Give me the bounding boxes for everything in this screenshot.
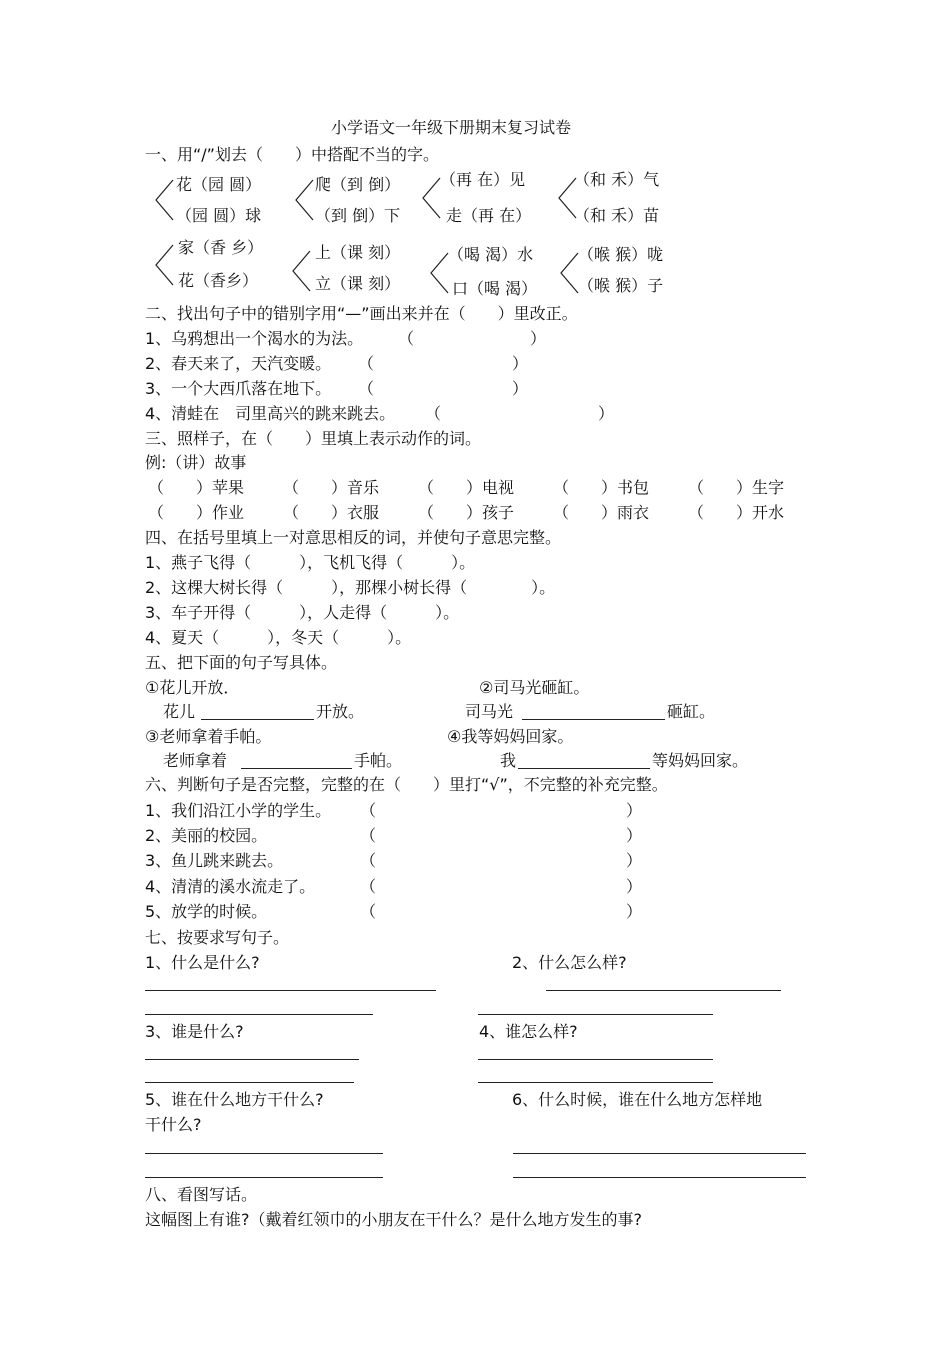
pair-bottom: 花（香乡）: [178, 271, 259, 290]
answer-suffix: 手帕。: [354, 751, 403, 770]
pair-top: 爬（到 倒）: [315, 175, 401, 194]
fill-item[interactable]: （ ）音乐: [283, 478, 380, 497]
question-item: 3、鱼儿跳来跳去。: [145, 851, 284, 870]
question-item: 3、一个大西爪落在地下。: [145, 379, 332, 398]
pair-top: （喝 渴）水: [448, 245, 534, 264]
fill-item[interactable]: （ ）孩子: [418, 503, 515, 522]
section-1-heading: 一、用“/”划去（ ）中搭配不当的字。: [145, 145, 439, 164]
section-7-heading: 七、按要求写句子。: [145, 928, 290, 947]
answer-line[interactable]: [145, 1153, 383, 1154]
fill-item[interactable]: （ ）雨衣: [553, 503, 650, 522]
writing-prompt: 这幅图上有谁?（戴着红领巾的小朋友在干什么？是什么地方发生的事?: [145, 1210, 642, 1229]
brace-icon: [420, 176, 442, 220]
question-item: 3、谁是什么?: [145, 1022, 244, 1041]
question-item: 1、乌鸦想出一个渴水的为法。: [145, 329, 364, 348]
answer-paren-open[interactable]: （: [358, 354, 375, 373]
question-item: 5、放学的时候。: [145, 902, 268, 921]
pair-top: （再 在）见: [440, 170, 526, 189]
brace-icon: [290, 249, 312, 293]
fill-item[interactable]: （ ）电视: [418, 478, 515, 497]
answer-prefix: 司马光: [465, 702, 514, 721]
question-item: ④我等妈妈回家。: [447, 727, 574, 746]
answer-prefix: 花儿: [163, 702, 196, 721]
pair-top: 花（园 圆）: [176, 175, 262, 194]
answer-paren-close: ）: [626, 851, 643, 870]
pair-bottom: （和 禾）苗: [574, 206, 660, 225]
question-item: 2、这棵大树长得（ ），那棵小树长得（ ）。: [145, 578, 556, 597]
question-item: ③老师拿着手帕。: [145, 727, 272, 746]
fill-item[interactable]: （ ）开水: [688, 503, 785, 522]
fill-item[interactable]: （ ）苹果: [148, 478, 245, 497]
question-item: 2、什么怎么样?: [512, 953, 627, 972]
brace-icon: [293, 178, 315, 222]
section-8-heading: 八、看图写话。: [145, 1185, 258, 1204]
question-item-continued: 干什么?: [145, 1115, 202, 1134]
example-text: 例:（讲）故事: [145, 453, 247, 472]
answer-paren-close: ）: [626, 801, 643, 820]
answer-line[interactable]: [145, 1082, 354, 1083]
answer-paren-close: ）: [512, 379, 529, 398]
pair-bottom: 立（课 刻）: [315, 274, 401, 293]
pair-bottom: 口（喝 渴）: [452, 279, 538, 298]
answer-paren-open[interactable]: （: [360, 902, 377, 921]
question-item: 1、我们沿江小学的学生。: [145, 801, 332, 820]
question-item: ②司马光砸缸。: [479, 678, 590, 697]
brace-icon: [153, 243, 175, 287]
answer-paren-close: ）: [530, 329, 547, 348]
answer-line[interactable]: [546, 990, 781, 991]
fill-item[interactable]: （ ）生字: [688, 478, 785, 497]
pair-top: （和 禾）气: [574, 170, 660, 189]
question-item: 5、谁在什么地方干什么?: [145, 1090, 324, 1109]
pair-bottom: （到 倒）下: [315, 206, 401, 225]
answer-line[interactable]: [478, 1082, 713, 1083]
section-3-heading: 三、照样子，在（ ）里填上表示动作的词。: [145, 429, 482, 448]
answer-suffix: 开放。: [316, 702, 365, 721]
answer-paren-open[interactable]: （: [360, 801, 377, 820]
question-item: 6、什么时候，谁在什么地方怎样地: [512, 1090, 763, 1109]
section-6-heading: 六、判断句子是否完整，完整的在（ ）里打“√”，不完整的补充完整。: [145, 775, 668, 794]
brace-icon: [558, 251, 580, 295]
answer-line[interactable]: [513, 1153, 806, 1154]
section-5-heading: 五、把下面的句子写具体。: [145, 653, 338, 672]
answer-paren-open[interactable]: （: [360, 851, 377, 870]
answer-prefix: 我: [500, 751, 517, 770]
question-item: 4、清蛙在 司里高兴的跳来跳去。: [145, 404, 396, 423]
question-item: 1、什么是什么?: [145, 953, 260, 972]
answer-suffix: 砸缸。: [667, 702, 716, 721]
answer-paren-open[interactable]: （: [358, 379, 375, 398]
answer-paren-close: ）: [626, 902, 643, 921]
answer-line[interactable]: [518, 768, 650, 769]
fill-item[interactable]: （ ）衣服: [283, 503, 380, 522]
pair-bottom: （园 圆）球: [176, 206, 262, 225]
pair-top: （喉 猴）咙: [578, 245, 664, 264]
answer-paren-close: ）: [626, 826, 643, 845]
pair-bottom: 走（再 在）: [446, 206, 532, 225]
answer-paren-open[interactable]: （: [425, 404, 442, 423]
question-item: ①花儿开放．: [145, 678, 240, 697]
pair-bottom: （喉 猴）子: [578, 276, 664, 295]
question-item: 1、燕子飞得（ ），飞机飞得（ ）。: [145, 553, 476, 572]
section-2-heading: 二、找出句子中的错别字用“—”画出来并在（ ）里改正。: [145, 304, 578, 323]
answer-line[interactable]: [145, 1059, 359, 1060]
question-item: 4、清清的溪水流走了。: [145, 877, 316, 896]
answer-paren-close: ）: [598, 404, 615, 423]
brace-icon: [428, 251, 450, 295]
answer-line[interactable]: [522, 719, 665, 720]
page-title: 小学语文一年级下册期末复习试卷: [331, 118, 572, 137]
answer-suffix: 等妈妈回家。: [652, 751, 749, 770]
answer-line[interactable]: [513, 1177, 806, 1178]
question-item: 3、车子开得（ ），人走得（ ）。: [145, 603, 460, 622]
answer-paren-open[interactable]: （: [360, 877, 377, 896]
answer-prefix: 老师拿着: [163, 751, 228, 770]
fill-item[interactable]: （ ）书包: [553, 478, 650, 497]
answer-line[interactable]: [145, 990, 436, 991]
answer-paren-open[interactable]: （: [360, 826, 377, 845]
pair-top: 上（课 刻）: [315, 243, 401, 262]
question-item: 2、春天来了，天汽变暖。: [145, 354, 332, 373]
answer-paren-open[interactable]: （: [398, 329, 415, 348]
answer-line[interactable]: [478, 1059, 713, 1060]
section-4-heading: 四、在括号里填上一对意思相反的词，并使句子意思完整。: [145, 528, 562, 547]
answer-line[interactable]: [201, 719, 314, 720]
brace-icon: [153, 178, 175, 222]
answer-line[interactable]: [478, 1014, 713, 1015]
pair-top: 家（香 乡）: [178, 238, 264, 257]
question-item: 2、美丽的校园。: [145, 826, 268, 845]
answer-line[interactable]: [145, 1014, 373, 1015]
fill-item[interactable]: （ ）作业: [148, 503, 245, 522]
answer-paren-close: ）: [512, 354, 529, 373]
question-item: 4、夏天（ ），冬天（ ）。: [145, 628, 412, 647]
answer-line[interactable]: [241, 768, 352, 769]
answer-paren-close: ）: [626, 877, 643, 896]
question-item: 4、谁怎么样?: [479, 1022, 578, 1041]
answer-line[interactable]: [145, 1177, 383, 1178]
